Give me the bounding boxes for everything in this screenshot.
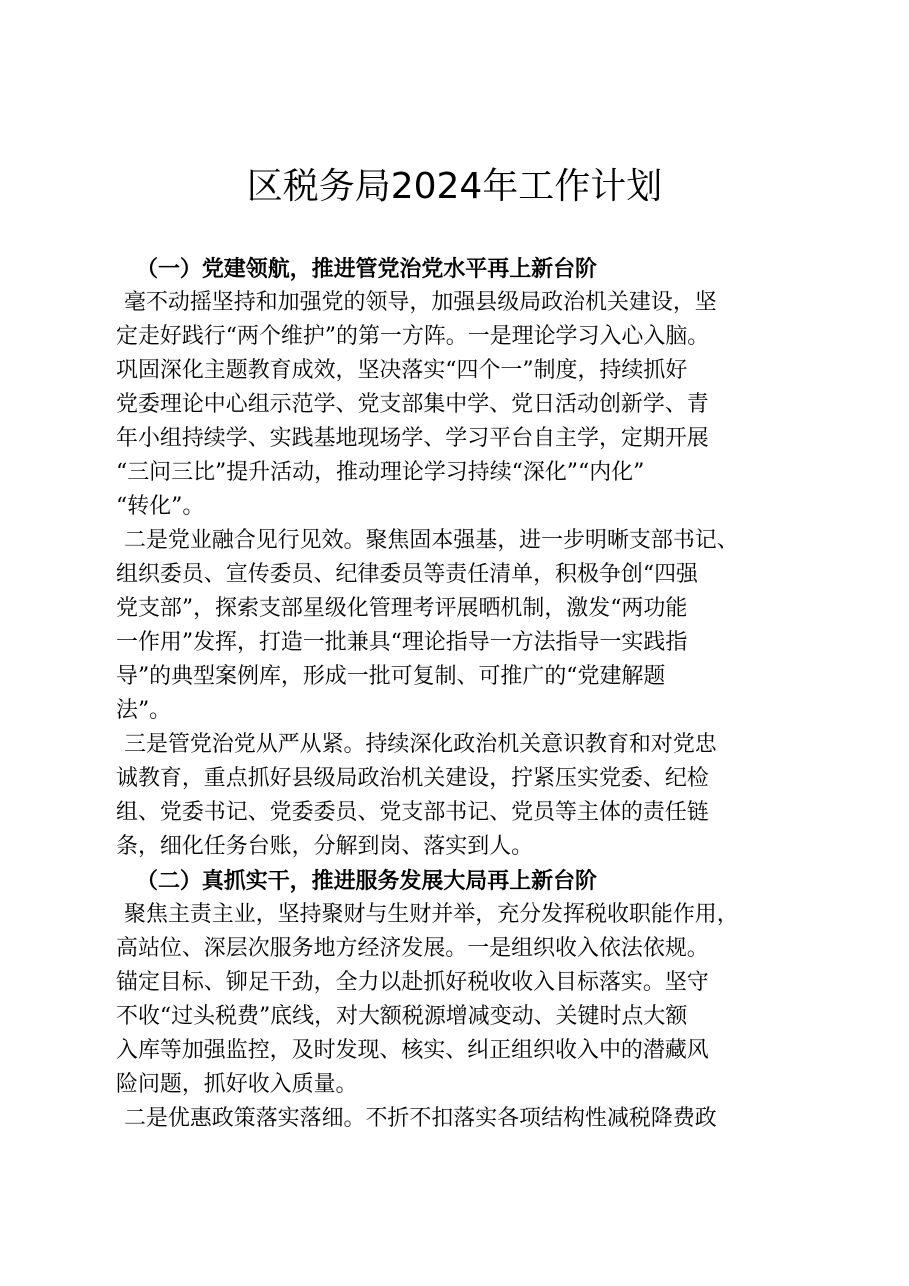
text-line: 定走好践行“两个维护”的第一方阵。一是理论学习入心入脑。 <box>116 324 710 349</box>
text-line: 二是党业融合见行见效。聚焦固本强基，进一步明晰支部书记、 <box>124 528 739 553</box>
text-line: 党委理论中心组示范学、党支部集中学、党日活动创新学、青 <box>116 392 709 417</box>
section-heading: （一）党建领航，推进管党治党水平再上新台阶 <box>136 256 598 282</box>
text-line: 巩固深化主题教育成效，坚决落实“四个一”制度，持续抓好 <box>116 358 688 383</box>
text-line: 聚焦主责主业，坚持聚财与生财并举，充分发挥税收职能作用， <box>124 902 739 927</box>
text-line: 组织委员、宣传委员、纪律委员等责任清单，积极争创“四强 <box>116 562 699 587</box>
text-line: 条，细化任务台账，分解到岗、落实到人。 <box>116 834 534 859</box>
text-line: “转化”。 <box>116 494 205 519</box>
text-line: 党支部”，探索支部星级化管理考评展晒机制，激发“两功能 <box>116 596 688 621</box>
text-line: 导”的典型案例库，形成一批可复制、可推广的“党建解题 <box>116 664 666 689</box>
text-line: “三问三比”提升活动，推动理论学习持续“深化”“内化” <box>116 460 645 485</box>
text-line: 锚定目标、铆足干劲，全力以赴抓好税收收入目标落实。坚守 <box>116 970 709 995</box>
text-line: 毫不动摇坚持和加强党的领导，加强县级局政治机关建设，坚 <box>124 290 717 315</box>
text-line: 组、党委书记、党委委员、党支部书记、党员等主体的责任链 <box>116 800 709 825</box>
text-line: 不收“过头税费”底线，对大额税源增减变动、关键时点大额 <box>116 1004 688 1029</box>
text-line: 诚教育，重点抓好县级局政治机关建设，拧紧压实党委、纪检 <box>116 766 709 791</box>
text-line: 一作用”发挥，打造一批兼具“理论指导一方法指导一实践指 <box>116 630 688 655</box>
text-line: 险问题，抓好收入质量。 <box>116 1072 358 1097</box>
document-title: 区税务局2024年工作计划 <box>246 166 663 207</box>
text-line: 高站位、深层次服务地方经济发展。一是组织收入依法依规。 <box>116 936 709 961</box>
section-heading: （二）真抓实干，推进服务发展大局再上新台阶 <box>136 868 598 894</box>
text-line: 入库等加强监控，及时发现、核实、纠正组织收入中的潜藏风 <box>116 1038 709 1063</box>
document-body <box>116 252 836 1136</box>
text-line: 二是优惠政策落实落细。不折不扣落实各项结构性减税降费政 <box>124 1106 717 1131</box>
text-line: 法”。 <box>116 698 172 723</box>
text-line: 三是管党治党从严从紧。持续深化政治机关意识教育和对党忠 <box>124 732 717 757</box>
text-line: 年小组持续学、实践基地现场学、学习平台自主学，定期开展 <box>116 426 709 451</box>
